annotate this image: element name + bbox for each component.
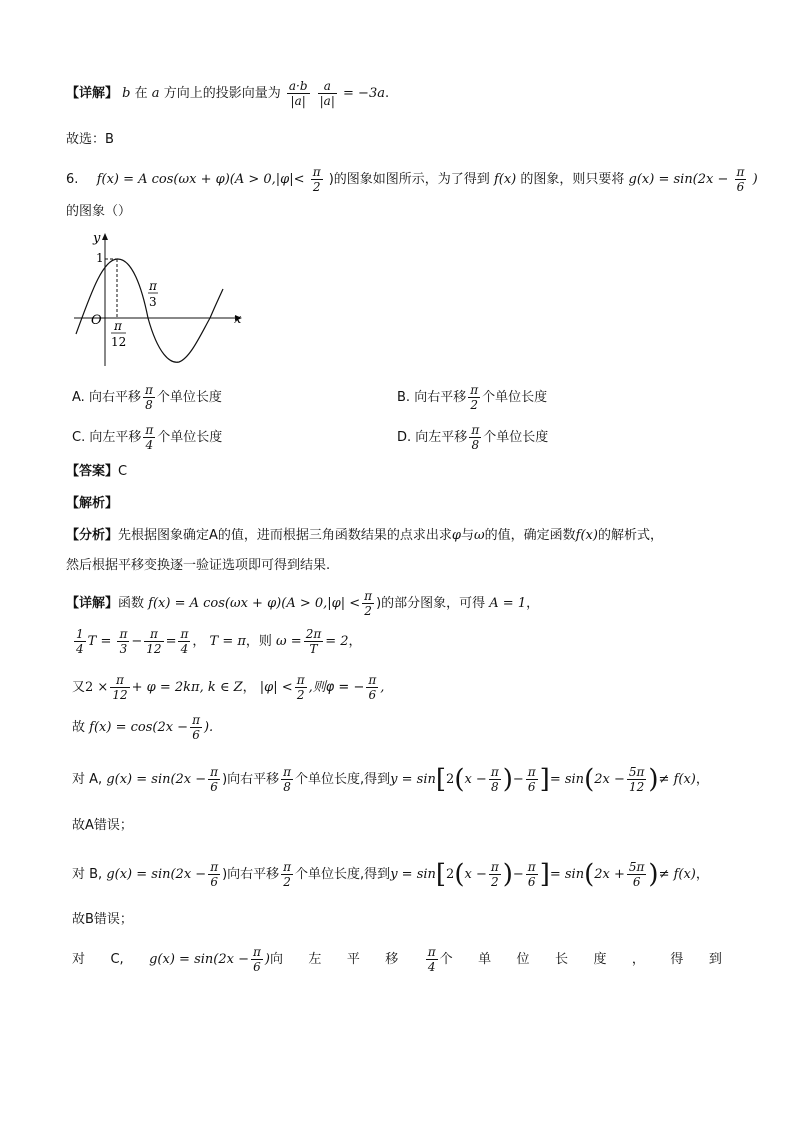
text: ， — [695, 772, 709, 787]
text: 函数 — [118, 596, 145, 611]
text: )向右平移 — [222, 867, 280, 882]
fraction: $\frac{\pi}{8}$ — [471, 423, 480, 452]
fraction-group — [424, 946, 453, 973]
formula: ) — [203, 720, 210, 735]
text: 方向上的投影向量为 — [163, 86, 281, 101]
text: )的图象如图所示，为了得到 — [328, 172, 490, 187]
formula: 2 — [446, 867, 455, 882]
check-c-line — [72, 946, 722, 973]
option-text: 向右平移 — [88, 390, 141, 405]
text: 得 — [670, 951, 684, 967]
text: 个单位长度,得到 — [295, 772, 391, 787]
formula: 2x − — [594, 772, 625, 787]
formula: = — [165, 634, 177, 649]
fraction: $\frac{\pi}{8}$ — [490, 765, 499, 794]
formula: ω = — [276, 634, 302, 649]
omega: ω — [474, 528, 485, 543]
fraction: $\frac{\pi}{2}$ — [312, 165, 321, 194]
fraction: $\frac{\pi}{6}$ — [192, 713, 200, 742]
formula: A = 1 — [489, 596, 527, 611]
analysis-tag: 【解析】 — [66, 496, 119, 511]
pi3-den: 3 — [149, 295, 157, 309]
answer-5: 故选：B — [66, 132, 114, 147]
text: 度 — [593, 951, 607, 967]
text: ， — [526, 596, 540, 611]
question-6-line1 — [66, 166, 758, 193]
text: )的部分图象，可得 — [376, 596, 486, 611]
formula: + φ = 2kπ, k ∈ Z — [131, 680, 243, 695]
text: 先根据图象确定A的值，进而根据三角函数结果的点求出求 — [118, 528, 452, 543]
text: 又 — [72, 680, 86, 695]
fx: f(x) — [575, 528, 598, 543]
formula: ≠ f(x) — [658, 772, 696, 787]
text: 左 — [308, 951, 322, 967]
text: 对 B, — [72, 867, 103, 882]
text: 与 — [461, 528, 475, 543]
option-label: C. — [72, 430, 86, 445]
formula: = sin — [549, 772, 585, 787]
formula: 2 × — [85, 680, 109, 695]
one-label: 1 — [96, 251, 104, 265]
text: C, — [110, 951, 124, 967]
formula: g(x) = sin(2x − — [106, 772, 207, 787]
fraction: $\frac{\pi}{12}$ — [146, 627, 162, 656]
detail6-line4 — [72, 714, 213, 741]
fraction: $\frac{\pi}{4}$ — [180, 627, 189, 656]
question-number: 6. — [66, 172, 79, 187]
formula: = 2 — [325, 634, 349, 649]
text: . — [209, 720, 214, 735]
formula: g(x) = sin(2x − — [106, 867, 207, 882]
fraction: $\frac{\pi}{8}$ — [283, 765, 292, 794]
text: 在 — [134, 86, 148, 101]
option-text: 向左平移 — [89, 430, 142, 445]
option-d — [397, 424, 548, 451]
text: 到 — [708, 951, 722, 967]
period: . — [384, 86, 390, 101]
text: ， — [348, 634, 362, 649]
text: 故 — [72, 720, 86, 735]
formula: x − — [464, 772, 487, 787]
formula: x − — [464, 867, 487, 882]
fraction: $\frac{\pi}{6}$ — [736, 165, 745, 194]
fraction: $\frac{\pi}{6}$ — [210, 765, 219, 794]
fraction: $\frac{\pi}{2}$ — [296, 673, 305, 702]
answer-value: C — [118, 464, 128, 479]
formula: 则φ = − — [312, 680, 365, 695]
fenxi-tag: 【分析】 — [66, 528, 119, 543]
option-text: 个单位长度 — [156, 390, 222, 405]
fx: f(x) — [493, 172, 517, 187]
option-text: 个单位长度 — [157, 430, 223, 445]
text: )向右平移 — [222, 772, 280, 787]
y-label: y — [93, 231, 101, 246]
text: 对 — [72, 951, 86, 967]
formula: 2 — [446, 772, 455, 787]
fraction: $\frac{5\pi}{6}$ — [628, 860, 645, 889]
pi3-num: π — [149, 279, 157, 293]
option-a — [72, 384, 222, 411]
function-def: f(x) = A cos(ωx + φ)(A > 0,|φ|< — [96, 172, 305, 187]
formula: ) — [264, 952, 270, 967]
detail-tag: 【详解】 — [66, 596, 119, 611]
formula: f(x) = A cos(ωx + φ)(A > 0,|φ| < — [148, 596, 361, 611]
fenxi-line2: 然后根据平移变换逐一验证选项即可得到结果. — [66, 558, 331, 573]
fraction: $\frac{\pi}{2}$ — [283, 860, 292, 889]
formula-group — [149, 946, 283, 973]
formula: y = sin — [390, 867, 436, 882]
formula: g(x) = sin(2x − — [149, 952, 249, 967]
check-a-line: 对 A, g(x) = sin(2x − $\frac{\pi}{6}$ )向右平移 $\frac{\pi}{8}$ 个单位长度,得到y = sin[2(x − $\frac{\pi}{8}$ )− $\frac{\pi}{6}$ ]= sin(2x − $\frac{5\pi}{12}$ )≠ f(x)， — [72, 764, 709, 795]
fraction: $\frac{5\pi}{12}$ — [628, 765, 645, 794]
answer-6 — [66, 462, 127, 482]
formula: − — [512, 772, 524, 787]
fraction: $\frac{2\pi}{T}$ — [305, 627, 322, 656]
answer-tag: 【答案】 — [66, 464, 119, 479]
fraction: $\frac{a\cdot b}{|a|}$ — [288, 79, 308, 108]
fraction: $\frac{\pi}{8}$ — [144, 383, 153, 412]
pi12-num: π — [114, 319, 122, 333]
pi12-den: 12 — [111, 335, 127, 349]
text: ， — [192, 634, 206, 649]
formula: ≠ f(x) — [658, 867, 696, 882]
formula: y = sin — [390, 772, 436, 787]
text: 个单位长度,得到 — [295, 867, 391, 882]
detail6-line3 — [72, 674, 384, 701]
formula: − — [131, 634, 143, 649]
origin-label: O — [91, 313, 102, 328]
formula: T = π — [209, 634, 246, 649]
fraction: $\frac{1}{4}$ — [76, 627, 84, 656]
formula: T = — [87, 634, 112, 649]
gx: g(x) = sin(2x − — [628, 172, 729, 187]
question-6-line2: 的图象（） — [66, 204, 132, 219]
text: 位 — [516, 951, 530, 967]
fenxi-line1 — [66, 526, 663, 546]
text: ， — [242, 680, 256, 695]
option-text: 向左平移 — [415, 430, 468, 445]
formula: 2x + — [594, 867, 625, 882]
fraction: $\frac{\pi}{6}$ — [527, 860, 536, 889]
option-b — [397, 384, 547, 411]
option-text: 向右平移 — [414, 390, 467, 405]
text: ， — [695, 867, 709, 882]
fraction: $\frac{\pi}{3}$ — [119, 627, 128, 656]
fraction: $\frac{\pi}{12}$ — [112, 673, 128, 702]
text: 个 — [439, 952, 453, 967]
result: = −3a — [343, 86, 385, 101]
text: 平 — [346, 951, 360, 967]
vector-a: a — [151, 86, 160, 101]
formula: − — [512, 867, 524, 882]
phi: φ — [451, 528, 462, 543]
function-graph — [66, 226, 256, 371]
text: 的值，确定函数 — [484, 528, 576, 543]
text: 单 — [478, 951, 492, 967]
text: ，则 — [245, 634, 272, 649]
option-label: D. — [397, 430, 412, 445]
formula: = sin — [549, 867, 585, 882]
formula: f(x) = cos(2x − — [89, 720, 189, 735]
fraction: $\frac{\pi}{6}$ — [210, 860, 219, 889]
fraction: $\frac{a}{|a|}$ — [319, 79, 335, 108]
text: 长 — [555, 951, 569, 967]
text: ， — [631, 951, 645, 967]
option-text: 个单位长度 — [483, 430, 549, 445]
fraction: $\frac{\pi}{6}$ — [527, 765, 536, 794]
detail-tag: 【详解】 — [66, 86, 119, 101]
text: 的解析式， — [597, 528, 663, 543]
option-label: B. — [397, 390, 411, 405]
option-label: A. — [72, 390, 85, 405]
text: 的图象，则只要将 — [520, 172, 625, 187]
check-b-line: 对 B, g(x) = sin(2x − $\frac{\pi}{6}$ )向右平移 $\frac{\pi}{2}$ 个单位长度,得到y = sin[2(x − $\frac{\pi}{2}$ )− $\frac{\pi}{6}$ ]= sin(2x + $\frac{5\pi}{6}$ )≠ f(x)， — [72, 859, 709, 890]
text: 对 A, — [72, 772, 103, 787]
detail6-line2 — [72, 628, 362, 655]
fraction: $\frac{\pi}{4}$ — [145, 423, 154, 452]
fraction: $\frac{\pi}{2}$ — [364, 589, 373, 618]
vector-b: b — [122, 86, 131, 101]
fraction: $\frac{\pi}{4}$ — [427, 945, 436, 974]
text: , — [380, 680, 385, 695]
detail6-line1 — [66, 590, 539, 617]
cosine-curve — [76, 259, 223, 362]
detail5-line — [66, 80, 389, 107]
x-label: x — [234, 312, 242, 327]
option-c — [72, 424, 222, 451]
fraction: $\frac{\pi}{2}$ — [490, 860, 499, 889]
text: 向 — [269, 952, 283, 967]
text: , — [308, 680, 313, 695]
text: 移 — [385, 951, 399, 967]
check-a-conclusion: 故A错误； — [72, 818, 133, 833]
check-b-conclusion: 故B错误； — [72, 912, 133, 927]
option-text: 个单位长度 — [482, 390, 548, 405]
y-arrow — [102, 233, 108, 240]
paren: ) — [752, 172, 758, 187]
fraction: $\frac{\pi}{2}$ — [470, 383, 479, 412]
fraction: $\frac{\pi}{6}$ — [252, 945, 261, 974]
fraction: $\frac{\pi}{6}$ — [368, 673, 377, 702]
formula: |φ| < — [259, 680, 293, 695]
